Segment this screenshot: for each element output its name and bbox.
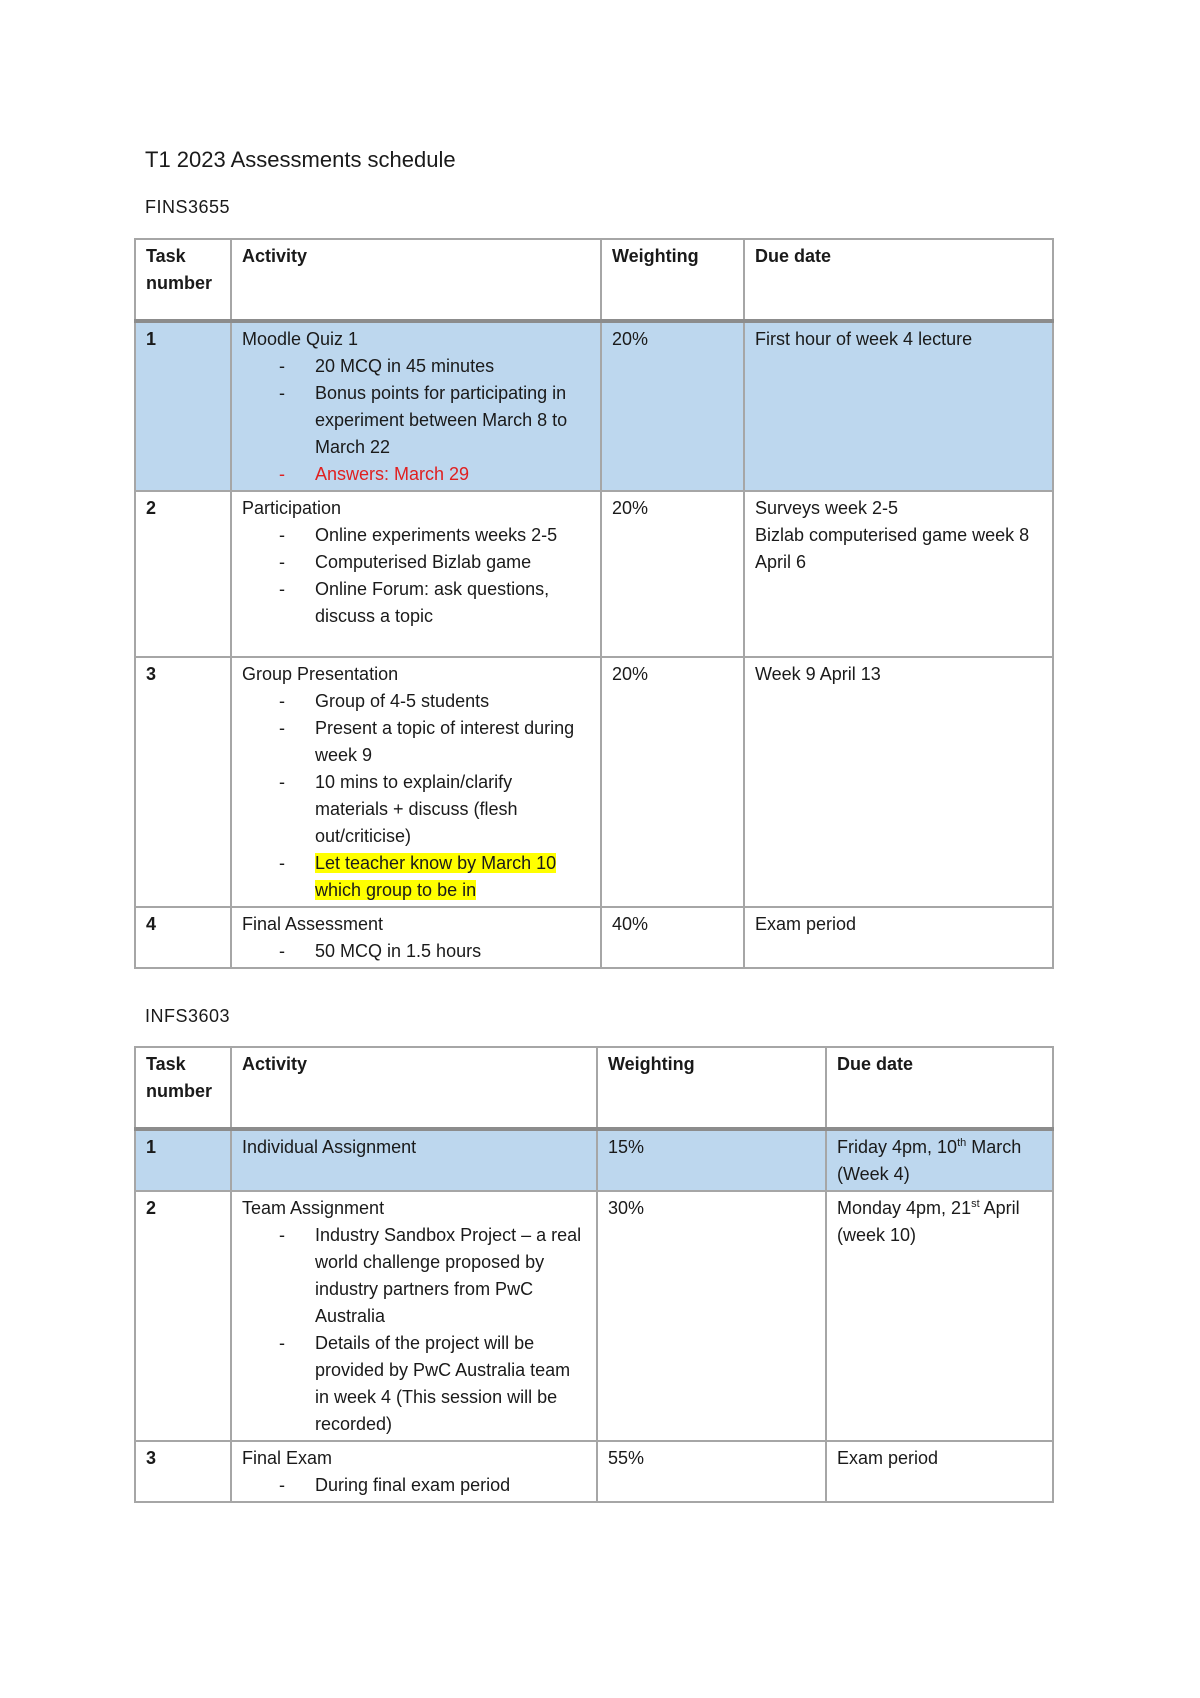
task-number: 1	[135, 1129, 231, 1191]
due-date-cell	[826, 1129, 1053, 1191]
header-activity: Activity	[231, 239, 601, 321]
header-task-number: Task number	[135, 1047, 231, 1129]
activity-cell: Individual Assignment	[231, 1129, 597, 1191]
table-row	[135, 321, 1053, 491]
activity-bullets	[242, 688, 590, 904]
infs-assessment-table	[134, 1046, 1054, 1503]
bullet-item: - Present a topic of interest during week 9	[315, 715, 590, 769]
activity-title: Team Assignment	[242, 1198, 385, 1218]
table-header-row	[135, 239, 1053, 321]
header-task-number: Task number	[135, 239, 231, 321]
bullet-item: - Industry Sandbox Project – a real world challenge proposed by industry partners from PwC Australia	[315, 1222, 586, 1330]
activity-cell	[231, 321, 601, 491]
due-date-text: Monday 4pm, 21	[837, 1198, 972, 1218]
header-due-date: Due date	[826, 1047, 1053, 1129]
course-code-infs: INFS3603	[145, 1006, 231, 1026]
activity-bullets	[242, 522, 590, 630]
task-number: 3	[135, 1441, 231, 1502]
due-date-text: April (week 10)	[837, 1198, 1020, 1245]
task-number: 4	[135, 907, 231, 968]
activity-cell	[231, 1191, 597, 1441]
activity-title: Final Exam	[242, 1448, 333, 1468]
header-activity: Activity	[231, 1047, 597, 1129]
header-due-date: Due date	[744, 239, 1053, 321]
weighting-cell: 40%	[601, 907, 744, 968]
bullet-item: - 50 MCQ in 1.5 hours	[315, 938, 590, 965]
due-date-text: Friday 4pm, 10	[837, 1137, 958, 1157]
due-date-line: Bizlab computerised game week 8 April 6	[755, 525, 1030, 572]
table-row	[135, 1129, 1053, 1191]
activity-title: Group Presentation	[242, 664, 399, 684]
header-weighting: Weighting	[601, 239, 744, 321]
activity-cell	[231, 491, 601, 657]
weighting-cell: 15%	[597, 1129, 826, 1191]
highlight-text: Let teacher know by March 10 which group to be in	[315, 853, 557, 900]
task-number: 2	[135, 1191, 231, 1441]
due-date-cell: Exam period	[744, 907, 1053, 968]
due-date-cell: First hour of week 4 lecture	[744, 321, 1053, 491]
bullet-item: - Bonus points for participating in experiment between March 8 to March 22	[315, 380, 590, 461]
bullet-item: - Details of the project will be provided by PwC Australia team in week 4 (This session will be recorded)	[315, 1330, 586, 1438]
due-date-cell	[826, 1191, 1053, 1441]
bullet-item-highlighted	[315, 850, 590, 904]
weighting-cell: 20%	[601, 657, 744, 907]
task-number: 3	[135, 657, 231, 907]
bullet-item: - Computerised Bizlab game	[315, 549, 590, 576]
activity-bullets	[242, 1222, 586, 1438]
table-row	[135, 1441, 1053, 1502]
page-title: T1 2023 Assessments schedule	[145, 147, 456, 172]
activity-bullets	[242, 938, 590, 965]
due-date-cell: Exam period	[826, 1441, 1053, 1502]
activity-title: Participation	[242, 498, 342, 518]
weighting-cell: 55%	[597, 1441, 826, 1502]
table-header-row	[135, 1047, 1053, 1129]
bullet-item-answers: - Answers: March 29	[315, 461, 590, 488]
fins-assessment-table	[134, 238, 1054, 969]
due-date-text: March (Week 4)	[837, 1137, 1022, 1184]
activity-cell	[231, 1441, 597, 1502]
due-date-cell: Week 9 April 13	[744, 657, 1053, 907]
activity-cell	[231, 907, 601, 968]
table-row	[135, 907, 1053, 968]
weighting-cell: 30%	[597, 1191, 826, 1441]
bullet-item: - 20 MCQ in 45 minutes	[315, 353, 590, 380]
activity-bullets	[242, 353, 590, 488]
activity-bullets	[242, 1472, 586, 1499]
due-date-cell	[744, 491, 1053, 657]
activity-title: Moodle Quiz 1	[242, 329, 359, 349]
table-row	[135, 1191, 1053, 1441]
bullet-item: - 10 mins to explain/clarify materials + discuss (flesh out/criticise)	[315, 769, 590, 850]
activity-cell	[231, 657, 601, 907]
ordinal-suffix: st	[971, 1198, 980, 1210]
weighting-cell: 20%	[601, 491, 744, 657]
table-row	[135, 657, 1053, 907]
activity-title: Final Assessment	[242, 914, 384, 934]
header-weighting: Weighting	[597, 1047, 826, 1129]
task-number: 1	[135, 321, 231, 491]
bullet-item: - Group of 4-5 students	[315, 688, 590, 715]
course-code-fins: FINS3655	[145, 197, 231, 217]
table-row	[135, 491, 1053, 657]
bullet-item: - During final exam period	[315, 1472, 586, 1499]
weighting-cell: 20%	[601, 321, 744, 491]
task-number: 2	[135, 491, 231, 657]
bullet-item: - Online Forum: ask questions, discuss a topic	[315, 576, 590, 630]
bullet-item: - Online experiments weeks 2-5	[315, 522, 590, 549]
due-date-line: Surveys week 2-5	[755, 498, 899, 518]
ordinal-suffix: th	[957, 1137, 967, 1149]
